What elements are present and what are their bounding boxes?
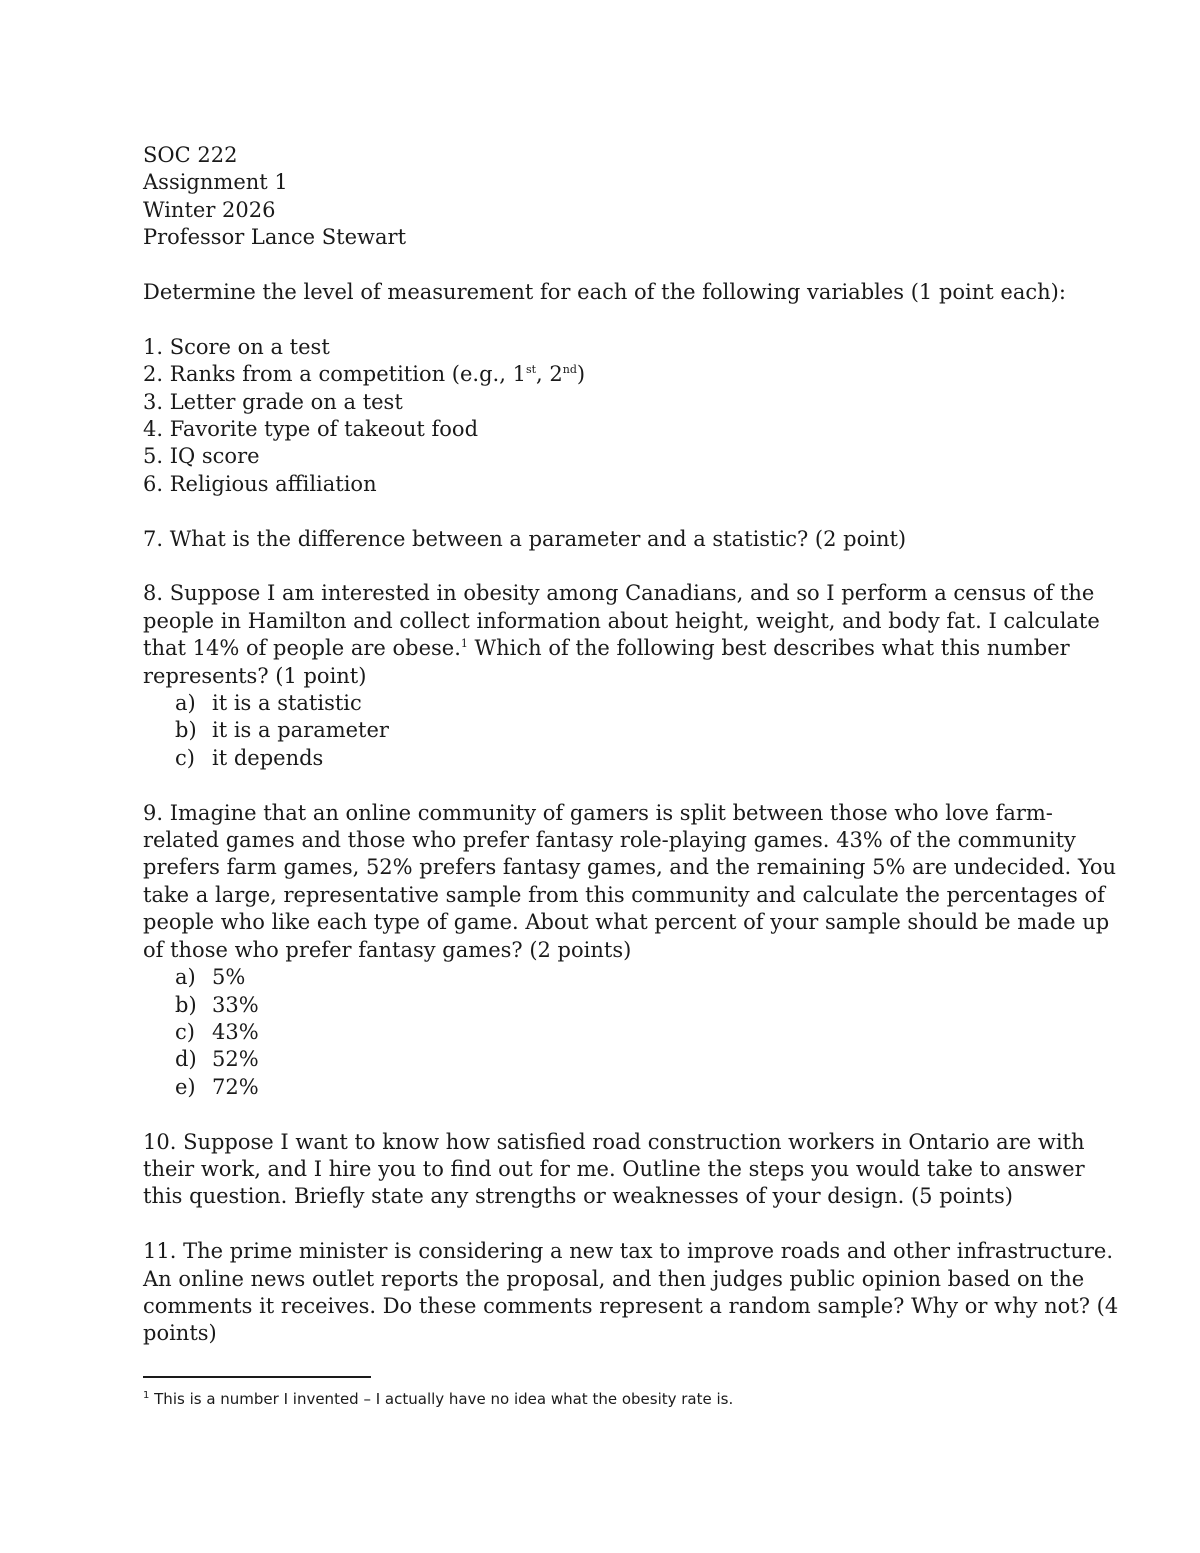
- assignment-title: Assignment 1: [143, 170, 288, 195]
- question-2: 2. Ranks from a competition (e.g., 1st, 2nd): [143, 362, 586, 387]
- footnote-marker: 1: [143, 1390, 150, 1401]
- footnote-reference: 1: [460, 637, 468, 651]
- question-5: 5. IQ score: [143, 444, 260, 469]
- question-6: 6. Religious affiliation: [143, 471, 377, 496]
- question-8: 8. Suppose I am interested in obesity among Canadians, and so I perform a census of the people in Hamilton and collect information about height, weight, and body fat. I calculate that 14% of people are obese.$^1$ Which of the following best describes what this number represents? (1 point) a) it is a statistic b) it is a parameter c) it depends: [143, 580, 1063, 772]
- assignment-page: [143, 142, 1119, 1348]
- option-a: a) 5%: [175, 965, 246, 990]
- professor-name: Professor Lance Stewart: [143, 225, 407, 250]
- question-10: 10. Suppose I want to know how satisfied road construction workers in Ontario are with their work, and I hire you to find out for me. Outline the steps you would take to answer this question. Briefly state any strengths or weaknesses of your design. (5 points): [143, 1129, 1085, 1209]
- question-1: 1. Score on a test: [143, 334, 330, 359]
- question-8-options: [143, 690, 1063, 772]
- question-7: 7. What is the difference between a parameter and a statistic? (2 point): [143, 526, 907, 551]
- footnote: [143, 1388, 733, 1410]
- option-a: a) it is a statistic: [175, 691, 362, 716]
- footnote-text: This is a number I invented – I actually have no idea what the obesity rate is.: [149, 1390, 734, 1408]
- term: Winter 2026: [143, 197, 276, 222]
- option-b: b) it is a parameter: [175, 718, 389, 743]
- question-9: 9. Imagine that an online community of gamers is split between those who love farm- related games and those who prefer fantasy role-playing games. 43% of the community prefers farm games, 52% prefers fantasy games, and the remaining 5% are undecided. You take a large, representative sample from this community and calculate the percentages of people who like each type of game. About what percent of your sample should be made up of those who prefer fantasy games? (2 points) a) 5% b) 33% c) 43% d) 52% e) 72%: [143, 800, 1063, 1101]
- question-4: 4. Favorite type of takeout food: [143, 417, 479, 442]
- instructions: Determine the level of measurement for each of the following variables (1 point each):: [143, 280, 1066, 305]
- question-9-options: [143, 964, 1063, 1101]
- option-b: b) 33%: [175, 992, 259, 1017]
- option-e: e) 72%: [175, 1074, 259, 1099]
- option-d: d) 52%: [175, 1047, 259, 1072]
- question-11: 11. The prime minister is considering a new tax to improve roads and other infrastructure. An online news outlet reports the proposal, and then judges public opinion based on the comments it receives. Do these comments represent a random sample? Why or why not? (4 points): [143, 1239, 1119, 1346]
- option-c: c) 43%: [175, 1019, 259, 1044]
- option-c: c) it depends: [175, 745, 324, 770]
- course-code: SOC 222: [143, 143, 238, 167]
- question-3: 3. Letter grade on a test: [143, 389, 403, 414]
- footnote-separator: [143, 1376, 371, 1378]
